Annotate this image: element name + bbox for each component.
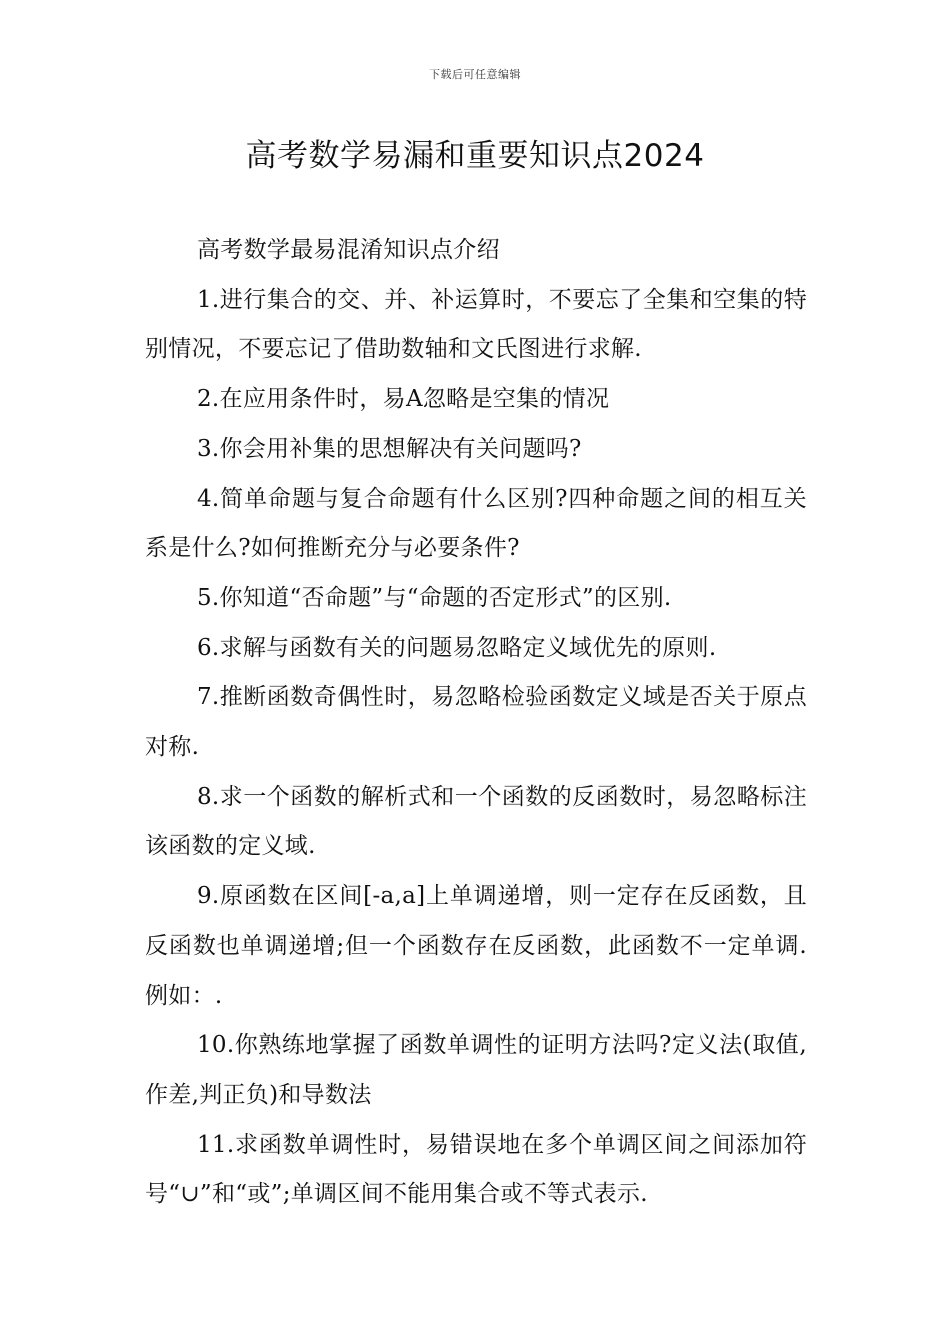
paragraph-1: 1.进行集合的交、并、补运算时，不要忘了全集和空集的特别情况，不要忘记了借助数轴和文氏图进行求解.	[145, 286, 807, 363]
paragraph-5: 5.你知道“否命题”与“命题的否定形式”的区别.	[197, 584, 672, 611]
document-title: 高考数学易漏和重要知识点2024	[245, 138, 705, 174]
paragraph-2: 2.在应用条件时，易A忽略是空集的情况	[197, 386, 610, 413]
paragraph-11: 11.求函数单调性时，易错误地在多个单调区间之间添加符号“∪”和“或”;单调区间不能用集合或不等式表示.	[145, 1131, 807, 1208]
paragraph-10: 10.你熟练地掌握了函数单调性的证明方法吗?定义法(取值,作差,判正负)和导数法	[145, 1032, 807, 1108]
header-note: 下载后可任意编辑	[429, 68, 521, 81]
paragraph-6: 6.求解与函数有关的问题易忽略定义域优先的原则.	[197, 634, 717, 661]
paragraph-7: 7.推断函数奇偶性时，易忽略检验函数定义域是否关于原点对称.	[145, 684, 807, 761]
paragraph-8: 8.求一个函数的解析式和一个函数的反函数时，易忽略标注该函数的定义域.	[145, 783, 807, 860]
paragraph-4: 4.简单命题与复合命题有什么区别?四种命题之间的相互关系是什么?如何推断充分与必要条件?	[145, 485, 807, 562]
paragraph-9: 9.原函数在区间[-a,a]上单调递增，则一定存在反函数，且反函数也单调递增;但一个函数存在反函数，此函数不一定单调.例如：.	[145, 883, 807, 1009]
document-body	[145, 226, 807, 1220]
section-heading: 高考数学最易混淆知识点介绍	[197, 237, 500, 263]
paragraph-3: 3.你会用补集的思想解决有关问题吗?	[197, 435, 582, 462]
